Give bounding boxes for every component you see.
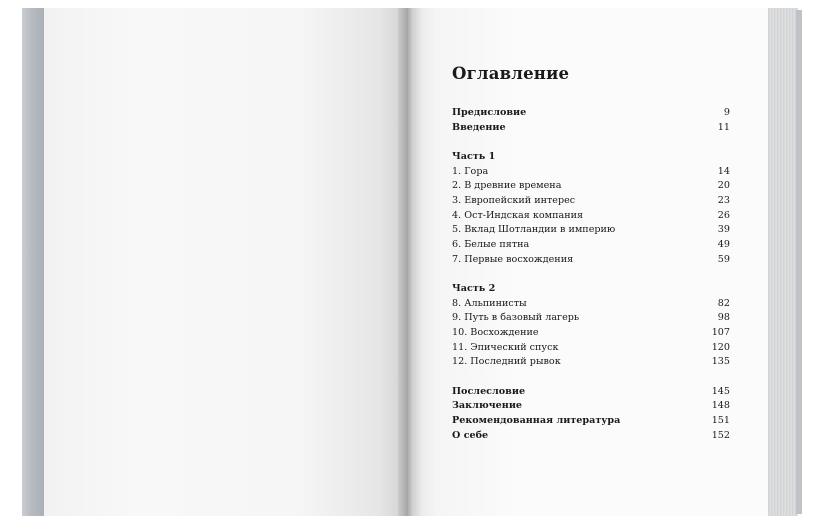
toc-entry-label: 4. Ост-Индская компания	[452, 209, 584, 221]
toc-entry-label: 9. Путь в базовый лагерь	[452, 312, 580, 324]
toc-entry-page: 14	[717, 165, 730, 177]
toc-entry-label: 10. Восхождение	[452, 326, 539, 338]
right-page-edges	[768, 8, 798, 516]
toc-entry-chapter	[452, 355, 730, 370]
toc-entry-label: 7. Первые восхождения	[452, 253, 574, 265]
toc-entry-page: 151	[711, 414, 730, 426]
toc-entry-label: Предисловие	[452, 107, 527, 118]
toc-entry-page: 39	[717, 224, 730, 236]
toc-entry-label: 5. Вклад Шотландии в империю	[452, 224, 616, 236]
toc-entry-page: 120	[711, 341, 730, 353]
toc-entry-page: 145	[711, 385, 730, 397]
toc-entry-label: 11. Эпический спуск	[452, 341, 559, 353]
toc-entry-chapter	[452, 253, 730, 268]
toc-entry-page: 135	[711, 356, 730, 368]
toc-entry-page: 152	[711, 429, 730, 441]
toc-entry-page: 148	[711, 400, 730, 412]
toc-entry-chapter	[452, 165, 730, 180]
toc-entry-page: 59	[717, 253, 730, 265]
table-of-contents	[452, 64, 730, 443]
toc-entry-label: Послесловие	[452, 385, 526, 397]
toc-entry-page: 82	[717, 297, 730, 309]
toc-entry-about-author	[452, 429, 730, 444]
toc-entry-chapter	[452, 297, 730, 312]
toc-part-1-title: Часть 1	[452, 150, 496, 162]
toc-entry-label: 2. В древние времена	[452, 180, 562, 192]
toc-entry-page: 107	[711, 326, 730, 338]
toc-entry-introduction	[452, 121, 730, 136]
right-cover-edge	[796, 10, 802, 514]
toc-entry-label: Введение	[452, 121, 506, 133]
toc-entry-chapter	[452, 238, 730, 253]
toc-entry-chapter	[452, 223, 730, 238]
left-page	[44, 8, 408, 516]
toc-entry-chapter	[452, 194, 730, 209]
toc-entry-label: 12. Последний рывок	[452, 356, 561, 368]
toc-entry-label: Рекомендованная литература	[452, 414, 621, 426]
toc-entry-chapter	[452, 209, 730, 224]
toc-entry-page: 23	[717, 194, 730, 206]
toc-entry-conclusion	[452, 399, 730, 414]
toc-entry-page: 26	[717, 209, 730, 221]
toc-entry-page: 49	[717, 239, 730, 250]
toc-entry-page: 20	[717, 180, 730, 192]
toc-entry-preface	[452, 106, 730, 121]
toc-entry-chapter	[452, 341, 730, 356]
toc-entry-label: О себе	[452, 429, 489, 441]
toc-entry-label: 3. Европейский интерес	[452, 194, 576, 206]
toc-title: Оглавление	[452, 64, 570, 83]
toc-entry-label: 8. Альпинисты	[452, 297, 527, 309]
spine-shadow	[398, 8, 422, 516]
toc-entry-page: 9	[723, 107, 730, 118]
left-page-edges	[22, 8, 46, 516]
toc-entry-label: Заключение	[452, 400, 523, 412]
toc-entry-label: 1. Гора	[452, 165, 489, 177]
toc-entry-chapter	[452, 179, 730, 194]
toc-entry-afterword	[452, 385, 730, 400]
toc-part-2-title: Часть 2	[452, 282, 496, 294]
toc-entry-label: 6. Белые пятна	[452, 239, 530, 250]
toc-entry-recommended-reading	[452, 414, 730, 429]
toc-entry-page: 98	[717, 312, 730, 324]
toc-entry-page: 11	[717, 121, 730, 133]
toc-entry-chapter	[452, 326, 730, 341]
toc-entry-chapter	[452, 311, 730, 326]
